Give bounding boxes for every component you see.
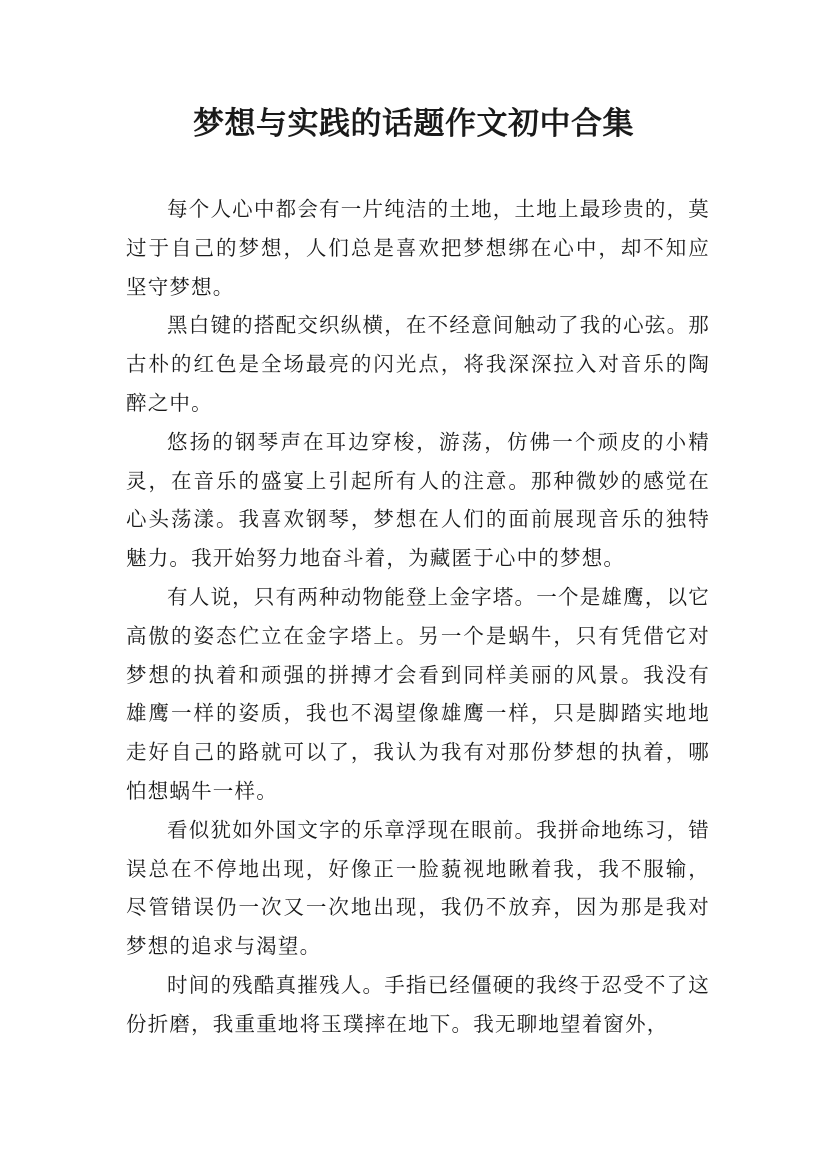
document-title: 梦想与实践的话题作文初中合集	[193, 106, 634, 142]
paragraph: 黑白键的搭配交织纵横，在不经意间触动了我的心弦。那古朴的红色是全场最亮的闪光点，将我深深拉入对音乐的陶醉之中。	[126, 313, 710, 415]
document-body	[126, 190, 710, 1044]
paragraph: 看似犹如外国文字的乐章浮现在眼前。我拼命地练习，错误总在不停地出现，好像正一脸藐视地瞅着我，我不服输，尽管错误仍一次又一次地出现，我仍不放弃，因为那是我对梦想的追求与渴望。	[126, 817, 710, 959]
paragraph: 时间的残酷真摧残人。手指已经僵硬的我终于忍受不了这份折磨，我重重地将玉璞摔在地下。我无聊地望着窗外，	[126, 972, 710, 1036]
paragraph: 悠扬的钢琴声在耳边穿梭，游荡，仿佛一个顽皮的小精灵，在音乐的盛宴上引起所有人的注意。那种微妙的感觉在心头荡漾。我喜欢钢琴，梦想在人们的面前展现音乐的独特魅力。我开始努力地奋斗着，为藏匿于心中的梦想。	[126, 429, 710, 571]
paragraph: 有人说，只有两种动物能登上金字塔。一个是雄鹰，以它高傲的姿态伫立在金字塔上。另一个是蜗牛，只有凭借它对梦想的执着和顽强的拼搏才会看到同样美丽的风景。我没有雄鹰一样的姿质，我也不渴望像雄鹰一样，只是脚踏实地地走好自己的路就可以了，我认为我有对那份梦想的执着，哪怕想蜗牛一样。	[126, 584, 710, 803]
paragraph: 每个人心中都会有一片纯洁的土地，土地上最珍贵的，莫过于自己的梦想，人们总是喜欢把梦想绑在心中，却不知应坚守梦想。	[126, 197, 710, 299]
